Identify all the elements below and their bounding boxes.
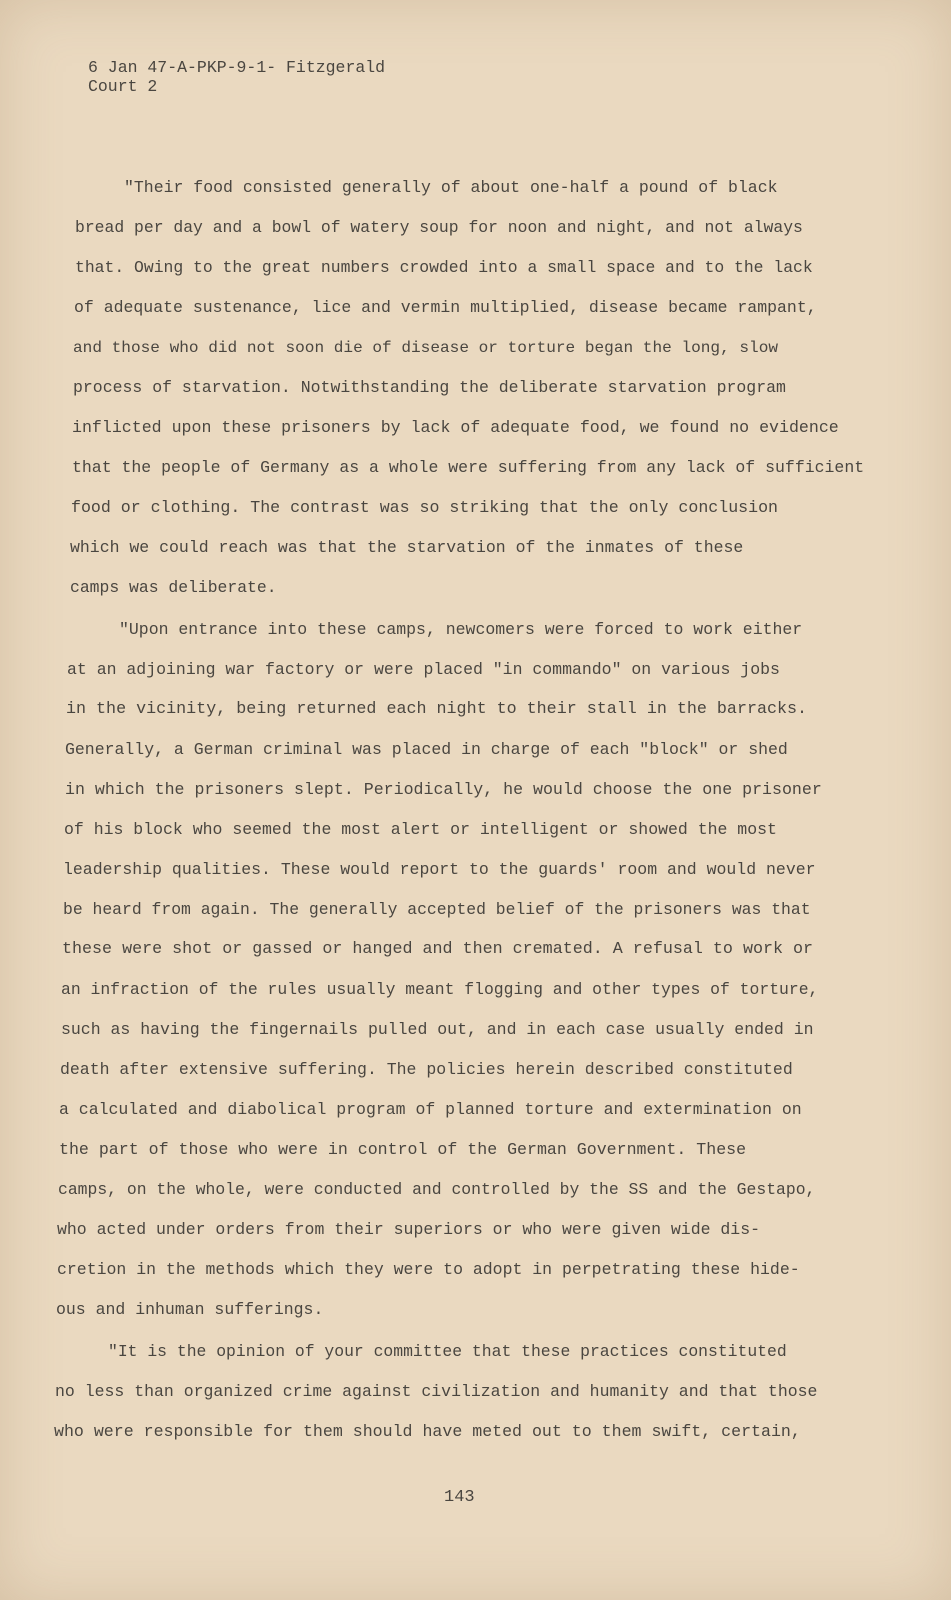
text-line: "It is the opinion of your committee that these practices constituted [108,1342,787,1361]
text-line: death after extensive suffering. The policies herein described constituted [60,1060,793,1079]
text-line: an infraction of the rules usually meant flogging and other types of torture, [61,980,819,999]
text-line: cretion in the methods which they were to adopt in perpetrating these hide- [57,1260,800,1279]
page-number: 143 [444,1488,475,1507]
text-line: process of starvation. Notwithstanding the deliberate starvation program [73,378,786,397]
text-line: no less than organized crime against civilization and humanity and that those [55,1382,818,1401]
text-line: Generally, a German criminal was placed in charge of each "block" or shed [65,740,788,759]
text-line: these were shot or gassed or hanged and then cremated. A refusal to work or [62,940,814,959]
text-line: ous and inhuman sufferings. [56,1300,324,1319]
text-line: a calculated and diabolical program of planned torture and extermination on [59,1100,802,1119]
document-header [88,58,385,96]
text-line: in the vicinity, being returned each night to their stall in the barracks. [66,700,808,719]
header-reference: 6 Jan 47-A-PKP-9-1- Fitzgerald [88,58,386,77]
text-line: of adequate sustenance, lice and vermin multiplied, disease became rampant, [74,298,817,317]
text-line: that. Owing to the great numbers crowded into a small space and to the lack [75,258,813,277]
text-line: "Upon entrance into these camps, newcomers were forced to work either [119,620,803,639]
text-line: of his block who seemed the most alert or intelligent or showed the most [64,820,777,839]
text-line: in which the prisoners slept. Periodically, he would choose the one prisoner [65,780,822,799]
header-court: Court 2 [88,77,158,96]
text-line: camps was deliberate. [70,578,277,597]
text-line: the part of those who were in control of the German Government. These [59,1140,747,1159]
text-line: be heard from again. The generally accepted belief of the prisoners was that [63,900,811,919]
text-line: at an adjoining war factory or were placed "in commando" on various jobs [67,660,780,679]
text-line: that the people of Germany as a whole were suffering from any lack of sufficient [72,458,865,477]
text-line: inflicted upon these prisoners by lack of adequate food, we found no evidence [72,418,839,437]
text-line: which we could reach was that the starvation of the inmates of these [70,538,744,557]
text-line: who were responsible for them should have meted out to them swift, certain, [54,1422,801,1441]
text-line: who acted under orders from their superiors or who were given wide dis- [57,1220,761,1239]
text-line: camps, on the whole, were conducted and controlled by the SS and the Gestapo, [58,1180,816,1199]
text-line: leadership qualities. These would report to the guards' room and would never [63,860,816,879]
text-line: such as having the fingernails pulled out, and in each case usually ended in [61,1020,814,1039]
text-line: "Their food consisted generally of about one-half a pound of black [124,178,778,197]
text-line: food or clothing. The contrast was so striking that the only conclusion [71,498,779,517]
text-line: and those who did not soon die of disease or torture began the long, slow [73,339,779,357]
text-line: bread per day and a bowl of watery soup for noon and night, and not always [75,218,803,237]
